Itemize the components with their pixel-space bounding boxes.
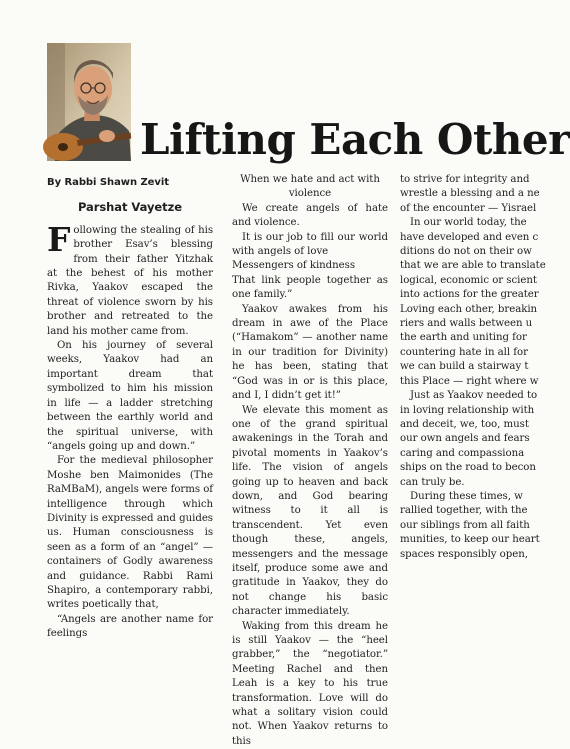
text-line: we can build a stairway t [400,361,529,373]
text-line: rallied together, with the [400,505,528,517]
article-column-3 [400,173,546,562]
text-line: wrestle a blessing and a ne [400,188,540,200]
text-line: ships on the road to becon [400,462,536,474]
text-line: and deceit, we, too, must [400,418,529,430]
paragraph: Yaakov awakes from his dream in awe of the Place (“Hamakom” — another name in our tradition for Divinity) he has been, stating that “God was in or is this place, and I, I didn’t get it!” [232,303,388,402]
text-line: this Place — right where w [400,375,539,387]
text-line: During these times, w [410,490,523,502]
paragraph: For the medieval philosopher Moshe ben Maimonides (The RaMBaM), angels were forms of intelligence through which Divinity is expressed and guides us. Human consciousness is seen as a form of an “angel” — containers of Godly awareness and guidance. Rabbi Rami Shapiro, a contemporary rabbi, writes poetically that, [47,455,214,611]
poem-line: That link people together as one family.” [232,274,388,301]
article-column-1 [47,173,213,642]
text-line: Just as Yaakov needed to [410,390,538,402]
text-line: our siblings from all faith [400,519,530,531]
text-line: caring and compassiona [400,447,525,459]
poem-line: It is our job to fill our world with angels of love [232,231,388,258]
text-line: munities, to keep our heart [400,534,540,546]
byline: By Rabbi Shawn Zevit [47,177,169,188]
article-subhead: Parshat Vayetze [77,200,183,215]
poem-line: Messengers of kindness [232,260,355,272]
text-line: that we are able to translate [400,260,546,272]
paragraph [47,219,213,339]
poem-line: We create angels of hate and violence. [232,202,388,229]
text-line: into actions for the greater [400,289,539,301]
text-line: In our world today, the [410,217,527,229]
text-line: ditions do not on their ow [400,246,532,258]
text-line: spaces responsibly open, [400,548,528,560]
poem-line: When we hate and act with violence [240,174,380,200]
text-line: can truly be. [400,476,465,488]
text-line: of the encounter — Yisrael [400,202,537,214]
text-line: have developed and even c [400,231,539,243]
text-line: the earth and uniting for [400,332,527,344]
paragraph-text: ollowing the stealing of his brother Esav’s blessing from their father Yitzhak at the behest of his mother Rivka, Yaakov escaped the threat of violence sworn by his brother and retreated to the land his mother came from. [47,224,213,337]
text-line: our own angels and fears [400,433,530,445]
text-line: logical, economic or scient [400,274,537,286]
text-line: to strive for integrity and [400,174,530,185]
text-line: riers and walls between u [400,318,533,330]
text-line: countering hate in all for [400,346,528,358]
paragraph: Waking from this dream he is still Yaakov — the “heel grabber,” the “negotiator.” Meeting Rachel and then Leah is a key to his true transformation. Love will do what a solitary vision could not. When Yaakov returns to this [232,620,388,747]
text-line: Loving each other, breakin [400,303,538,315]
author-photo-image [47,43,131,161]
drop-cap: F [47,219,71,259]
paragraph: On his journey of several weeks, Yaakov had an important dream that symbolized to him his mission in life — a ladder stretching between the earthly world and the spiritual universe, with “angels going up and down.” [47,340,213,452]
article-headline: Lifting Each Other [140,115,570,164]
author-photo [47,43,131,161]
article-column-2 [232,173,388,749]
paragraph: We elevate this moment as one of the grand spiritual awakenings in the Torah and pivotal moments in Yaakov’s life. The vision of angels going up to heaven and back down, and God bearing witness to it all is transcendent. Yet even though these, angels, messengers and the message itself, produce some awe and gratitude in Yaakov, they do not change his basic character immediately. [232,404,388,618]
text-line: in loving relationship with [400,404,535,416]
paragraph: “Angels are another name for feelings [47,613,213,640]
